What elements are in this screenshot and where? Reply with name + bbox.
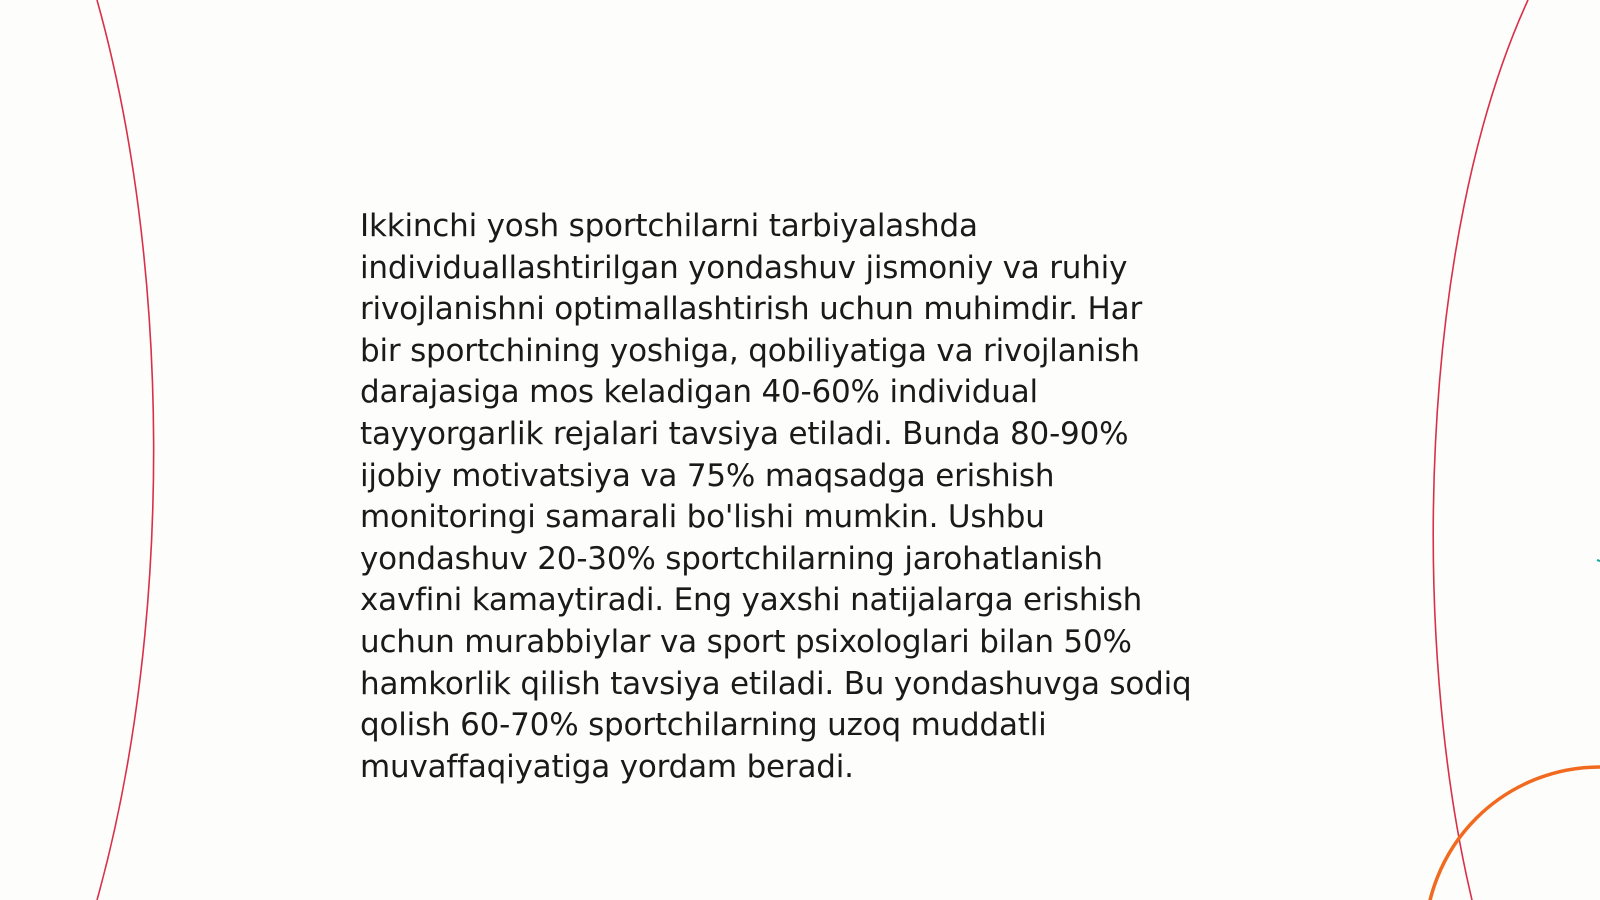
paragraph-line: hamkorlik qilish tavsiya etiladi. Bu yondashuvga sodiq <box>360 665 1192 702</box>
paragraph-line: ijobiy motivatsiya va 75% maqsadga erishish <box>360 457 1055 494</box>
paragraph-line: muvaffaqiyatiga yordam beradi. <box>360 748 854 785</box>
paragraph-line: uchun murabbiylar va sport psixologlari bilan 50% <box>360 623 1132 660</box>
right-curve-line <box>1433 0 1528 900</box>
left-curve-line <box>97 0 154 900</box>
paragraph-line: monitoringi samarali bo'lishi mumkin. Ushbu <box>360 499 1045 536</box>
body-paragraph <box>360 206 1260 788</box>
paragraph-line: bir sportchining yoshiga, qobiliyatiga va rivojlanish <box>360 332 1140 369</box>
paragraph-line: darajasiga mos keladigan 40-60% individual <box>360 374 1038 411</box>
paragraph-line: tayyorgarlik rejalari tavsiya etiladi. Bunda 80-90% <box>360 415 1129 452</box>
paragraph-line: qolish 60-70% sportchilarning uzoq muddatli <box>360 707 1047 744</box>
paragraph-line: yondashuv 20-30% sportchilarning jarohatlanish <box>360 540 1103 577</box>
paragraph-line: rivojlanishni optimallashtirish uchun muhimdir. Har <box>360 291 1143 328</box>
paragraph-line: Ikkinchi yosh sportchilarni tarbiyalashda <box>360 208 978 244</box>
paragraph-line: xavfini kamaytiradi. Eng yaxshi natijalarga erishish <box>360 582 1143 619</box>
paragraph-line: individuallashtirilgan yondashuv jismoniy va ruhiy <box>360 249 1128 286</box>
